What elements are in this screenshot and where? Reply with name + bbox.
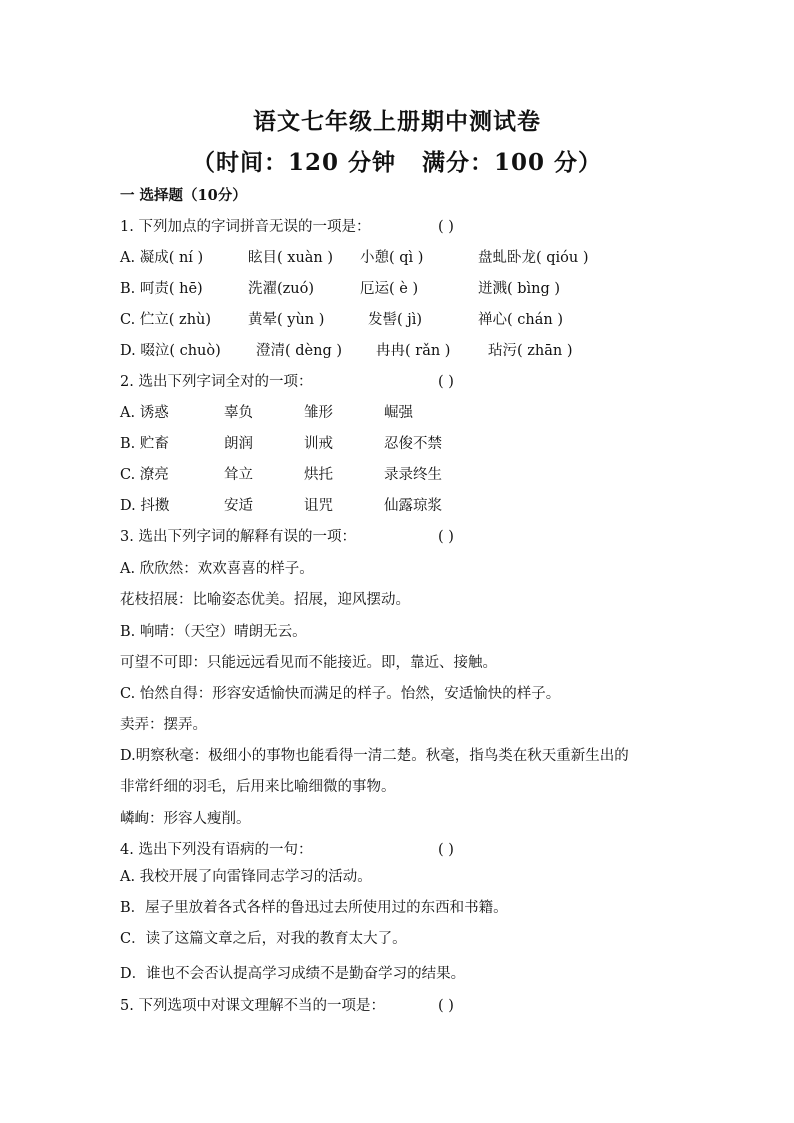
question-5-stem: 5. 下列选项中对课文理解不当的一项是： (120, 998, 385, 1014)
q3-line: D.明察秋毫：极细小的事物也能看得一清二楚。秋毫，指鸟类在秋天重新生出的 (120, 748, 629, 764)
time-limit: （时间：120 分钟 (191, 149, 396, 176)
question-3 (120, 527, 680, 547)
q1-option-c: C. 伫立( zhù) 黄晕( yùn ) 发髻( jì) 禅心( chán ) (120, 312, 563, 328)
q4-option-c: C．读了这篇文章之后，对我的教育太大了。 (120, 931, 407, 947)
answer-blank-2: ( ) (438, 374, 454, 390)
q2-option-b: B. 贮畜 朗润 训戒 忍俊不禁 (120, 436, 442, 452)
q1-option-a: A. 凝成( ní ) 眩目( xuàn ) 小憩( qì ) 盘虬卧龙( qióu ) (120, 250, 589, 266)
q2-option-c: C. 潦亮 耸立 烘托 录录终生 (120, 467, 442, 483)
q4-option-d: D．谁也不会否认提高学习成绩不是勤奋学习的结果。 (120, 966, 466, 982)
q3-line: A. 欣欣然：欢欢喜喜的样子。 (120, 561, 314, 577)
question-1 (120, 217, 680, 237)
answer-blank-3: ( ) (438, 529, 454, 545)
full-score: 满分：100 分） (422, 149, 603, 176)
answer-blank-1: ( ) (438, 219, 454, 235)
question-4-stem: 4. 选出下列没有语病的一句： (120, 842, 313, 858)
exam-info (0, 144, 794, 177)
q1-option-d: D. 啜泣( chuò) 澄清( dèng ) 冉冉( rǎn ) 玷污( zhān ) (120, 343, 573, 359)
question-3-stem: 3. 选出下列字词的解释有误的一项： (120, 529, 356, 545)
question-4 (120, 840, 680, 860)
q3-line: 可望不可即：只能远远看见而不能接近。即，靠近、接触。 (120, 655, 497, 671)
question-2-stem: 2. 选出下列字词全对的一项： (120, 374, 313, 390)
section-heading: 一 选择题（10分） (120, 187, 247, 204)
question-5 (120, 996, 680, 1016)
q3-line: C. 怡然自得：形容安适愉快而满足的样子。怡然，安适愉快的样子。 (120, 686, 561, 702)
q4-option-a: A. 我校开展了向雷锋同志学习的活动。 (120, 869, 372, 885)
q3-line: B. 响晴：（天空）晴朗无云。 (120, 624, 307, 640)
answer-blank-4: ( ) (438, 842, 454, 858)
q3-line: 花枝招展：比喻姿态优美。招展，迎风摆动。 (120, 592, 410, 608)
q1-option-b: B. 呵责( hē) 洗濯(zuó) 厄运( è ) 迸溅( bìng ) (120, 281, 561, 297)
q3-line: 卖弄：摆弄。 (120, 717, 207, 733)
q4-option-b: B．屋子里放着各式各样的鲁迅过去所使用过的东西和书籍。 (120, 900, 508, 916)
answer-blank-5: ( ) (438, 998, 454, 1014)
q2-option-a: A. 诱惑 辜负 雏形 崛强 (120, 405, 413, 421)
q3-line: 嶙峋：形容人瘦削。 (120, 811, 251, 827)
q3-line: 非常纤细的羽毛，后用来比喻细微的事物。 (120, 779, 396, 795)
question-2 (120, 372, 680, 392)
page-title: 语文七年级上册期中测试卷 (253, 108, 541, 135)
question-1-stem: 1. 下列加点的字词拼音无误的一项是： (120, 219, 371, 235)
q2-option-d: D. 抖擞 安适 诅咒 仙露琼浆 (120, 498, 442, 514)
